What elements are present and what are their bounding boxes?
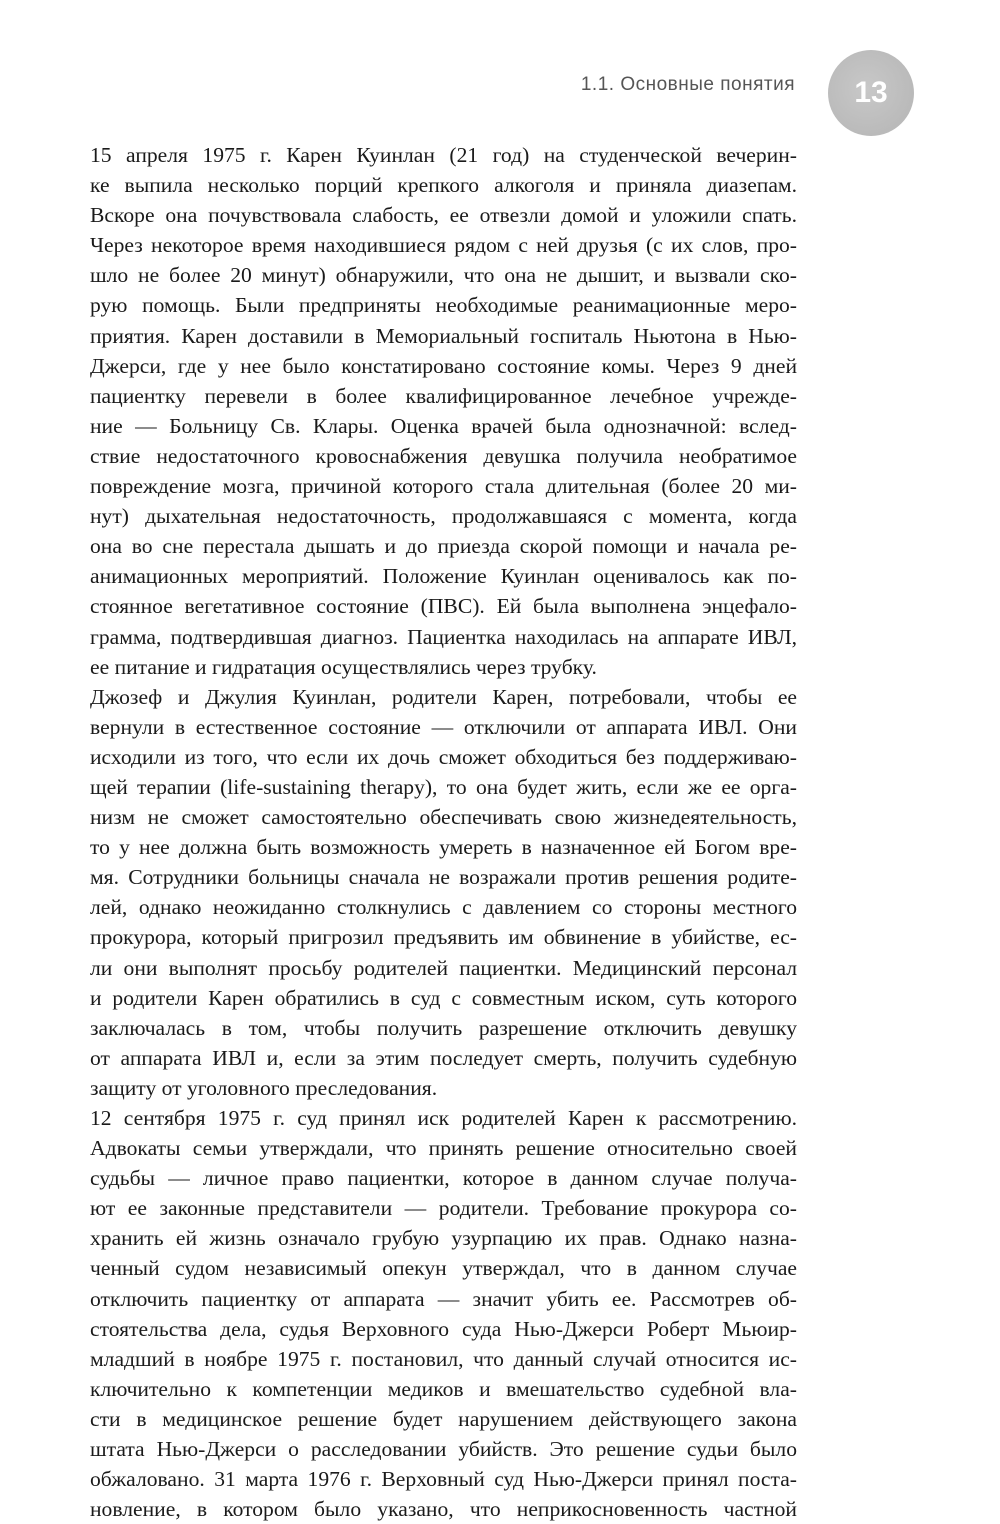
- paragraph-line: Джозеф и Джулия Куинлан, родители Карен, потребовали, чтобы ее: [90, 684, 797, 709]
- body-text: [90, 140, 797, 1524]
- paragraph-line: то у нее должна быть возможность умереть в назначенное ей Богом вре-: [90, 835, 797, 860]
- paragraph-line: обжаловано. 31 марта 1976 г. Верховный суд Нью-Джерси принял поста-: [90, 1467, 797, 1492]
- paragraph-line: мя. Сотрудники больницы сначала не возражали против решения родите-: [90, 865, 797, 890]
- running-header: 1.1. Основные понятия: [580, 74, 795, 95]
- paragraph-line: от аппарата ИВЛ и, если за этим последует смерть, получить судебную: [90, 1045, 797, 1070]
- paragraph-line: прокурора, который пригрозил предъявить им обвинение в убийстве, ес-: [90, 925, 797, 950]
- paragraph-line: щей терапии (life-sustaining therapy), то она будет жить, если же ее орга-: [90, 774, 797, 799]
- paragraph-line: сти в медицинское решение будет нарушением действующего закона: [90, 1406, 797, 1431]
- paragraph-line: ее питание и гидратация осуществлялись через трубку.: [90, 654, 597, 679]
- paragraph-line: отключить пациентку от аппарата — значит убить ее. Рассмотрев об-: [90, 1286, 797, 1311]
- paragraph-line: ние — Больницу Св. Клары. Оценка врачей была однозначной: вслед-: [90, 413, 797, 438]
- paragraph-line: Вскоре она почувствовала слабость, ее отвезли домой и уложили спать.: [90, 203, 797, 228]
- paragraph-line: ченный судом независимый опекун утверждал, что в данном случае: [90, 1256, 797, 1281]
- paragraph-line: и родители Карен обратились в суд с совместным иском, суть которого: [90, 985, 797, 1010]
- paragraph-line: Через некоторое время находившиеся рядом с ней друзья (с их слов, про-: [90, 233, 797, 258]
- paragraph-line: ют ее законные представители — родители. Требование прокурора со-: [90, 1196, 797, 1221]
- paragraph-line: ли они выполнят просьбу родителей пациентки. Медицинский персонал: [90, 955, 797, 980]
- paragraph-line: судьбы — личное право пациентки, которое в данном случае получа-: [90, 1166, 797, 1191]
- paragraph-line: ствие недостаточного кровоснабжения девушка получила необратимое: [90, 443, 797, 468]
- paragraph: [90, 682, 797, 1103]
- paragraph-line: нут) дыхательная недостаточность, продолжавшаяся с момента, когда: [90, 504, 797, 529]
- paragraph-line: вернули в естественное состояние — отключили от аппарата ИВЛ. Они: [90, 714, 797, 739]
- paragraph-line: анимационных мероприятий. Положение Куинлан оценивалось как по-: [90, 564, 797, 589]
- paragraph-line: пациентку перевели в более квалифицированное лечебное учрежде-: [90, 383, 797, 408]
- paragraph-line: грамма, подтвердившая диагноз. Пациентка находилась на аппарате ИВЛ,: [90, 624, 797, 649]
- paragraph-line: заключалась в том, чтобы получить разрешение отключить девушку: [90, 1015, 797, 1040]
- paragraph-line: штата Нью-Джерси о расследовании убийств. Это решение судьи было: [90, 1437, 797, 1462]
- paragraph-line: новление, в котором было указано, что неприкосновенность частной: [90, 1497, 797, 1522]
- paragraph: [90, 140, 797, 682]
- paragraph-line: лей, однако неожиданно столкнулись с давлением со стороны местного: [90, 895, 797, 920]
- paragraph-line: 15 апреля 1975 г. Карен Куинлан (21 год) на студенческой вечерин-: [90, 143, 797, 167]
- paragraph-line: она во сне перестала дышать и до приезда скорой помощи и начала ре-: [90, 534, 797, 559]
- paragraph-line: хранить ей жизнь означало грубую узурпацию их прав. Однако назна-: [90, 1226, 797, 1251]
- paragraph-line: ке выпила несколько порций крепкого алкоголя и приняла диазепам.: [90, 173, 797, 198]
- paragraph-line: повреждение мозга, причиной которого стала длительная (более 20 ми-: [90, 474, 797, 499]
- paragraph-line: Джерси, где у нее было констатировано состояние комы. Через 9 дней: [90, 353, 797, 378]
- paragraph-line: младший в ноябре 1975 г. постановил, что данный случай относится ис-: [90, 1346, 797, 1371]
- paragraph-line: стоянное вегетативное состояние (ПВС). Ей была выполнена энцефало-: [90, 594, 797, 619]
- paragraph-line: исходили из того, что если их дочь сможет обходиться без поддерживаю-: [90, 744, 797, 769]
- paragraph-line: шло не более 20 минут) обнаружили, что она не дышит, и вызвали ско-: [90, 263, 797, 288]
- paragraph-line: стоятельства дела, судья Верховного суда Нью-Джерси Роберт Мьюир-: [90, 1316, 797, 1341]
- paragraph: [90, 1103, 797, 1524]
- paragraph-line: приятия. Карен доставили в Мемориальный госпиталь Ньютона в Нью-: [90, 323, 797, 348]
- page-number-badge: [828, 50, 914, 136]
- paragraph-line: ключительно к компетенции медиков и вмешательство судебной вла-: [90, 1376, 797, 1401]
- page-number: 13: [854, 76, 888, 109]
- paragraph-line: рую помощь. Были предприняты необходимые реанимационные меро-: [90, 293, 797, 318]
- paragraph-line: низм не сможет самостоятельно обеспечивать свою жизнедеятельность,: [90, 805, 797, 830]
- paragraph-line: Адвокаты семьи утверждали, что принять решение относительно своей: [90, 1136, 797, 1161]
- paragraph-line: защиту от уголовного преследования.: [90, 1075, 438, 1100]
- paragraph-line: 12 сентября 1975 г. суд принял иск родителей Карен к рассмотрению.: [90, 1106, 797, 1130]
